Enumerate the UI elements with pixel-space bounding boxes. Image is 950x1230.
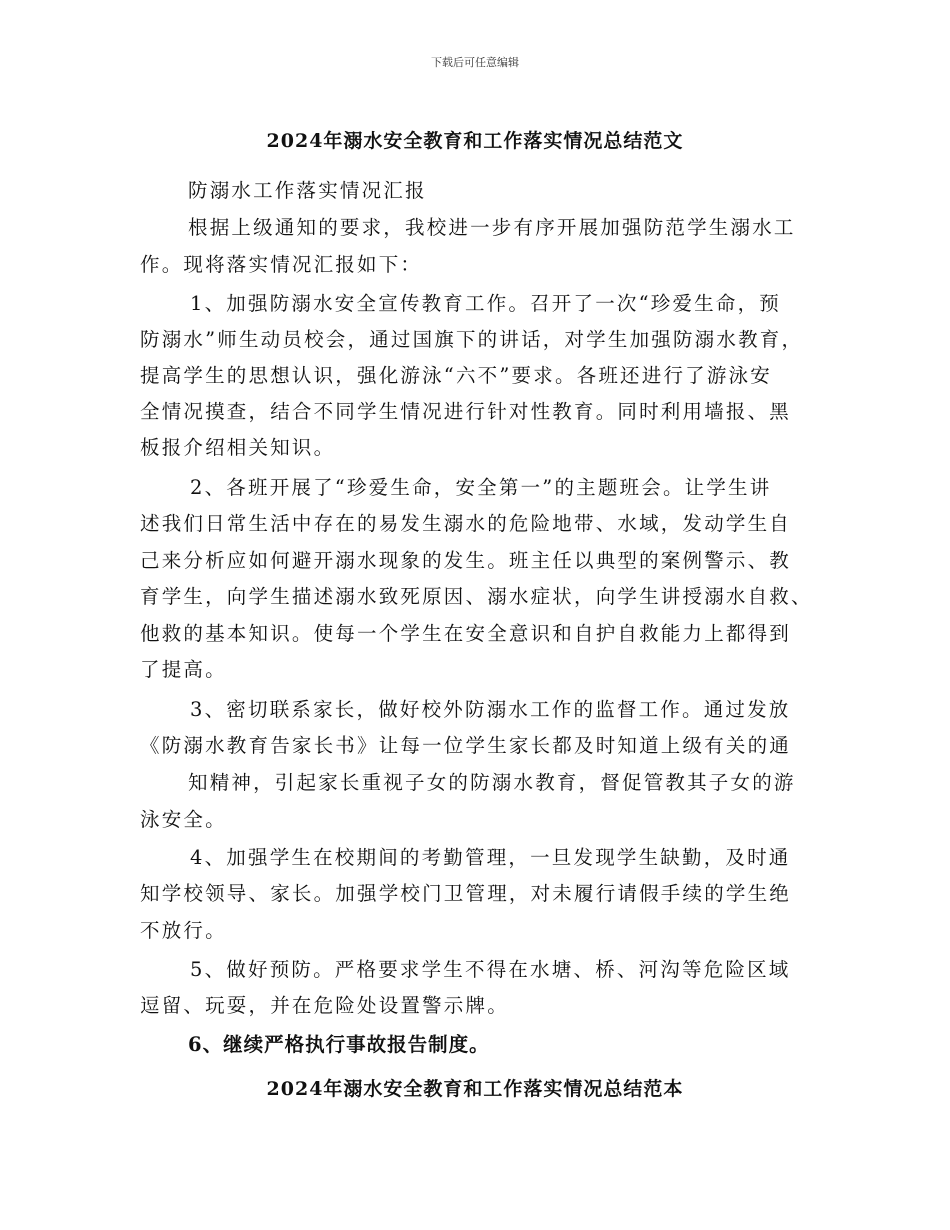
paragraph-line: 知精神，引起家长重视子女的防溺水教育，督促管教其子女的游 [188, 771, 796, 794]
document-subtitle: 防溺水工作落实情况汇报 [188, 179, 427, 202]
paragraph-line: 提高学生的思想认识，强化游泳“六不”要求。各班还进行了游泳安 [140, 364, 772, 387]
paragraph-line: 根据上级通知的要求，我校进一步有序开展加强防范学生溺水工 [188, 216, 796, 239]
paragraph-line: 4、加强学生在校期间的考勤管理，一旦发现学生缺勤，及时通 [190, 846, 791, 869]
paragraph-line: 不放行。 [140, 919, 227, 942]
next-document-title: 2024年溺水安全教育和工作落实情况总结范本 [266, 1078, 684, 1100]
paragraph-line: 逗留、玩耍，并在危险处设置警示牌。 [140, 994, 509, 1017]
paragraph-line: 1、加强防溺水安全宣传教育工作。召开了一次“珍爱生命，预 [190, 292, 781, 315]
paragraph-line: 己来分析应如何避开溺水现象的发生。班主任以典型的案例警示、教 [140, 549, 792, 572]
paragraph-line: 3、密切联系家长，做好校外防溺水工作的监督工作。通过发放 [190, 698, 791, 721]
paragraph-line: 了提高。 [140, 658, 227, 681]
paragraph-line-bold: 6、继续严格执行事故报告制度。 [188, 1033, 490, 1056]
paragraph-line: 板报介绍相关知识。 [140, 436, 336, 459]
paragraph-line: 作。现将落实情况汇报如下： [140, 253, 423, 276]
paragraph-line: 5、做好预防。严格要求学生不得在水塘、桥、河沟等危险区域 [190, 958, 791, 981]
paragraph-line: 《防溺水教育告家长书》让每一位学生家长都及时知道上级有关的通 [140, 734, 792, 757]
paragraph-line: 全情况摸查，结合不同学生情况进行针对性教育。同时利用墙报、黑 [140, 400, 792, 423]
paragraph-line: 知学校领导、家长。加强学校门卫管理，对未履行请假手续的学生绝 [140, 882, 792, 905]
paragraph-line: 他救的基本知识。使每一个学生在安全意识和自护自救能力上都得到 [140, 622, 792, 645]
document-title: 2024年溺水安全教育和工作落实情况总结范文 [266, 130, 684, 152]
paragraph-line: 2、各班开展了“珍爱生命，安全第一”的主题班会。让学生讲 [190, 476, 772, 499]
paragraph-line: 述我们日常生活中存在的易发生溺水的危险地带、水域，发动学生自 [140, 512, 792, 535]
paragraph-line: 防溺水”师生动员校会，通过国旗下的讲话，对学生加强防溺水教育， [140, 328, 804, 351]
paragraph-line: 育学生，向学生描述溺水致死原因、溺水症状，向学生讲授溺水自救、 [140, 585, 813, 608]
paragraph-line: 泳安全。 [140, 808, 227, 831]
page-header-note: 下载后可任意编辑 [431, 56, 519, 69]
